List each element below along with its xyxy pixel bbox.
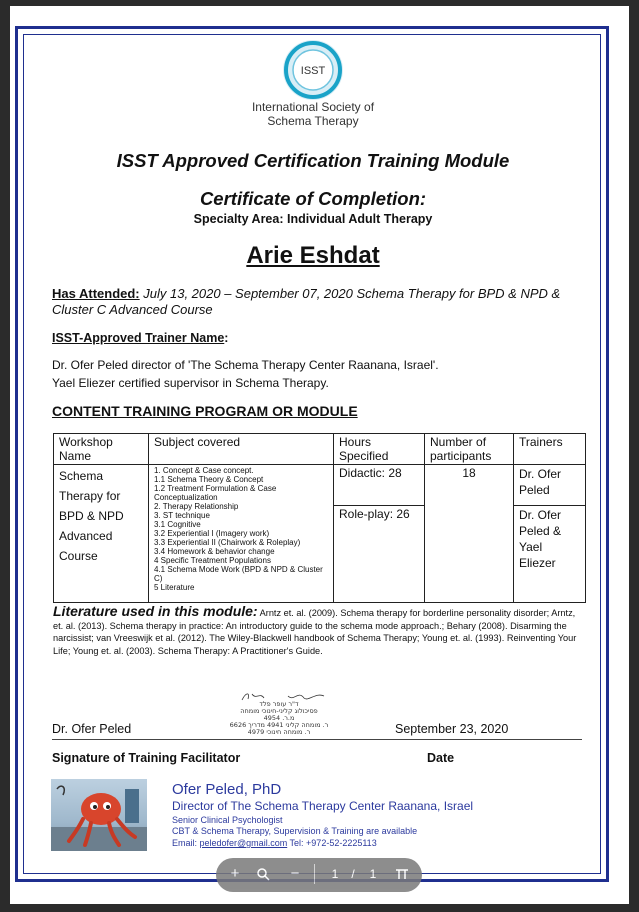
signer-name: Dr. Ofer Peled (52, 722, 132, 736)
logo-acronym: ISST (300, 65, 326, 77)
signature-label: Signature of Training Facilitator (52, 751, 241, 765)
footer-name: Ofer Peled, PhD (172, 781, 282, 798)
footer-line-1: Senior Clinical Psychologist (172, 815, 283, 825)
col-header-workshop: Workshop Name (54, 434, 149, 465)
fit-page-button[interactable] (392, 864, 412, 887)
signature-divider (52, 739, 582, 740)
footer-line-2: CBT & Schema Therapy, Supervision & Training are available (172, 826, 418, 836)
plus-icon: + (230, 865, 240, 882)
fit-page-icon (395, 867, 409, 881)
toolbar-divider (314, 864, 315, 884)
literature-section: Literature used in this module: Arntz et. al. (2009). Schema therapy for borderline personality disorder; Arntz, et. al. (2013). Schema therapy in practice: An introductory guide to the schema mode approach.; Behary (2008). Disarming the narcissist; van Vreeswijk et al. (2012). The Wiley-Blackwell handbook of Schema Therapy; Young et. al. (1993). Reinventing Your Life; Young et. al. (2003). Schema Therapy: A Practitioner's Guide. (53, 603, 577, 656)
col-header-trainers: Trainers (514, 434, 586, 465)
viewer-toolbar (216, 858, 422, 892)
specialty-area: Specialty Area: Individual Adult Therapy (193, 212, 433, 226)
footer-contact: Email: peledofer@gmail.com Tel: +972-52-2225113 (172, 838, 377, 848)
content-heading: CONTENT TRAINING PROGRAM OR MODULE (52, 403, 358, 419)
trainer-heading: ISST-Approved Trainer Name: (52, 331, 229, 345)
program-table (53, 433, 586, 603)
isst-logo-icon (281, 38, 345, 102)
viewer-bottom-bar (0, 904, 639, 912)
trainer-cell-1: Dr. Ofer Peled (514, 465, 586, 506)
col-header-hours: Hours Specified (334, 434, 425, 465)
zoom-out-button[interactable] (286, 864, 304, 884)
page-separator: / (351, 867, 355, 881)
workshop-name-cell: Schema Therapy for BPD & NPD Advanced Course (54, 465, 149, 603)
attendance-line: Has Attended: July 13, 2020 – September 07, 2020 Schema Therapy for BPD & NPD & Cluster C Advanced Course (52, 286, 561, 317)
roleplay-hours-cell: Role-play: 26 (334, 506, 425, 603)
subjects-cell: 1. Concept & Case concept. 1.1 Schema Theory & Concept 1.2 Treatment Formulation & Case Conceptualization 2. Therapy Relationship 3. ST technique 3.1 Cognitive 3.2 Experiential I (Imagery work) 3.3 Experiential II (Chairwork & Roleplay) 3.4 Homework & behavior change 4 Specific Treatment Populations 4.1 Schema Mode Work (BPD & NPD & Cluster C) 5 Literature (149, 465, 334, 603)
col-header-participants: Number of participants (425, 434, 514, 465)
recipient-name: Arie Eshdat (246, 242, 380, 269)
trainer-cell-2: Dr. Ofer Peled & Yael Eliezer (514, 506, 586, 603)
footer-title: Director of The Schema Therapy Center Raanana, Israel (172, 799, 474, 813)
col-header-subject: Subject covered (149, 434, 334, 465)
date-label: Date (427, 751, 455, 765)
zoom-in-button[interactable] (226, 864, 244, 884)
participants-cell: 18 (425, 465, 514, 603)
logo-org-name: International Society of Schema Therapy (251, 100, 375, 128)
signature-date: September 23, 2020 (395, 722, 509, 736)
practitioner-stamp: ד"ר עופר פלד פסיכולוג קליני-חינוכי מומחה מ.ר. 4954 ר. מומחה קליני 4941 מדריך 6626 ר. מומחה חינוכי 4979 (229, 700, 329, 736)
zoom-icon (256, 867, 270, 881)
trainer-line-1: Dr. Ofer Peled director of 'The Schema Therapy Center Raanana, Israel'. (52, 358, 439, 372)
page-current[interactable]: 1 (331, 867, 339, 881)
page-total: 1 (369, 867, 377, 881)
zoom-button[interactable] (254, 864, 272, 887)
table-header-row (54, 434, 586, 465)
octopus-illustration-icon (51, 779, 147, 851)
trainer-line-2: Yael Eliezer certified supervisor in Schema Therapy. (52, 376, 329, 390)
minus-icon: − (290, 865, 300, 882)
didactic-hours-cell: Didactic: 28 (334, 465, 425, 506)
email-link[interactable]: peledofer@gmail.com (199, 838, 288, 848)
certificate-subtitle: Certificate of Completion: (199, 188, 427, 209)
document-title: ISST Approved Certification Training Module (116, 150, 510, 171)
table-row (54, 465, 586, 506)
